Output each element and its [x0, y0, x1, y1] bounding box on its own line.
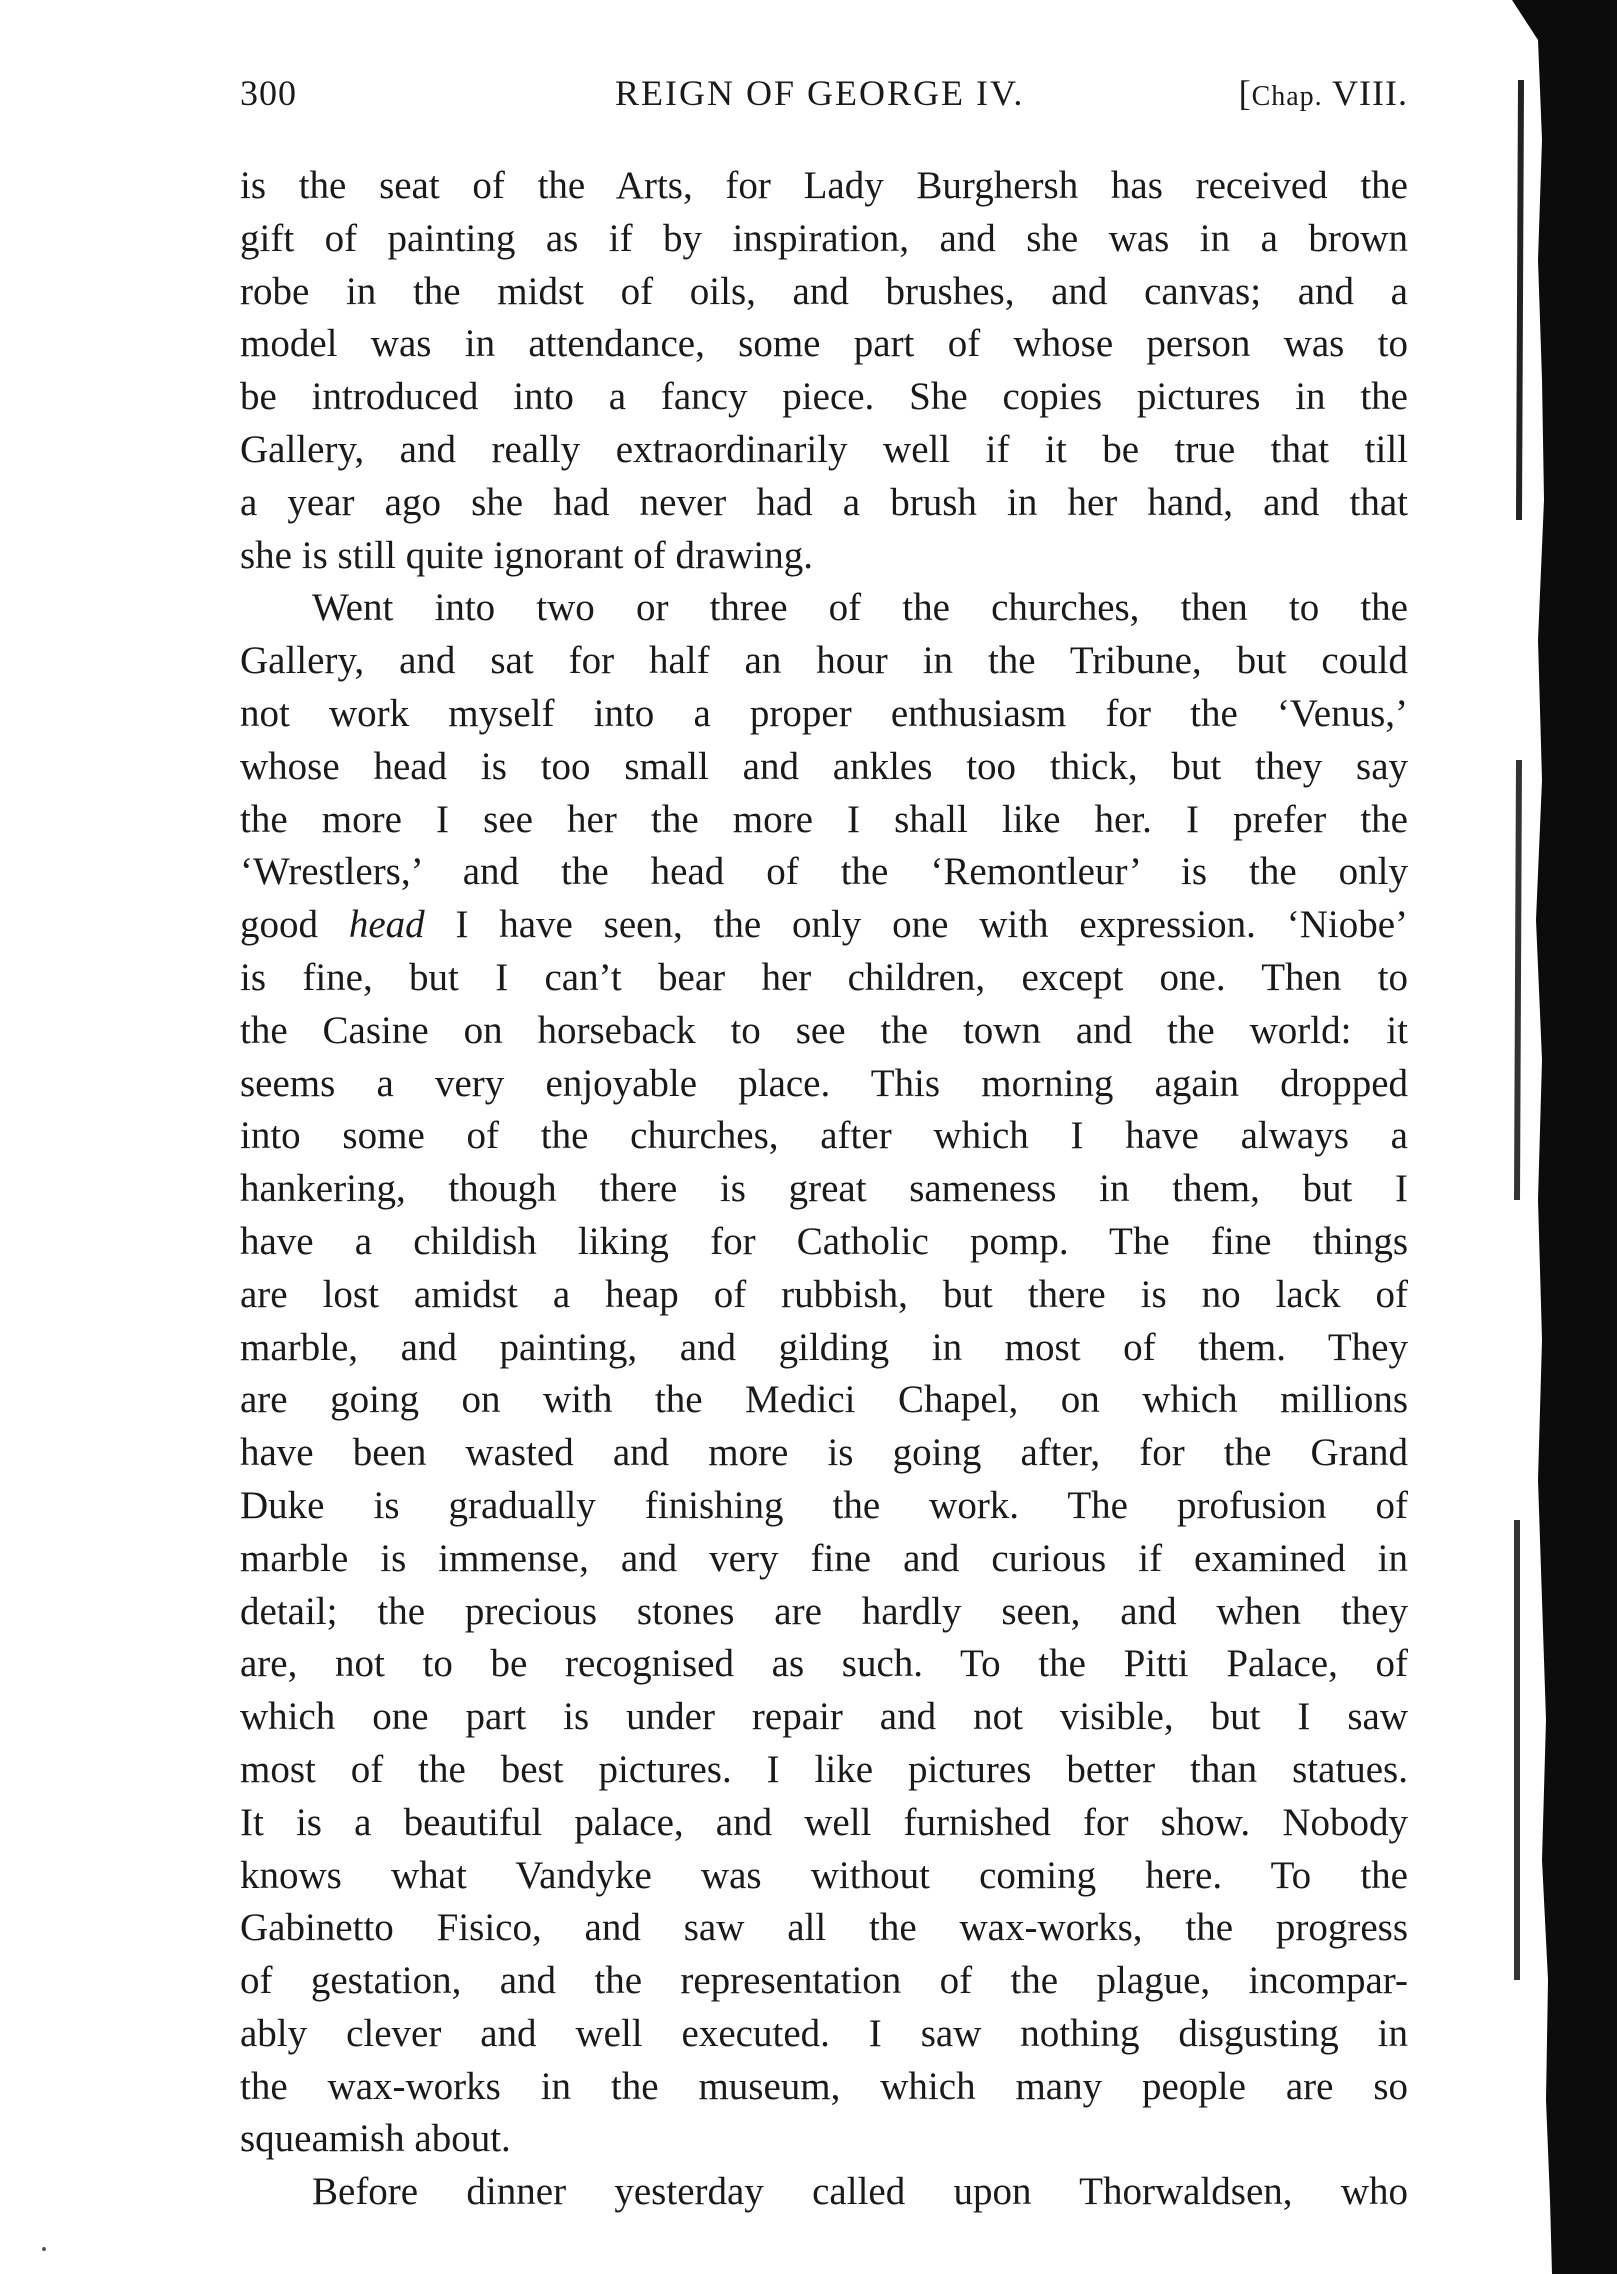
italic-word: head: [348, 903, 425, 947]
text-line: It is a beautiful palace, and well furnished for show. Nobody: [240, 1800, 1408, 1844]
text-line: a year ago she had never had a brush in her hand, and that: [240, 480, 1408, 524]
text-line: detail; the precious stones are hardly seen, and when they: [240, 1589, 1408, 1633]
text-line: the more I see her the more I shall like her. I prefer the: [240, 797, 1408, 841]
text-line: are going on with the Medici Chapel, on which millions: [240, 1378, 1408, 1422]
binding-shadow: [1512, 0, 1617, 2274]
text-line: ‘Wrestlers,’ and the head of the ‘Remontleur’ is the only: [240, 850, 1408, 894]
text-fragment: good: [240, 903, 318, 947]
running-header: [240, 72, 1408, 132]
text-line-mixed: [240, 899, 1408, 952]
chapter-number: VIII.: [1332, 73, 1408, 113]
text-fragment: I have seen, the only one with expression. ‘Niobe’: [455, 903, 1409, 947]
chapter-reference: [1239, 72, 1408, 114]
text-line: squeamish about.: [240, 2117, 511, 2161]
text-line: which one part is under repair and not visible, but I saw: [240, 1695, 1408, 1739]
text-line: knows what Vandyke was without coming here. To the: [240, 1853, 1408, 1897]
text-line: marble is immense, and very fine and curious if examined in: [240, 1536, 1408, 1580]
text-line: have a childish liking for Catholic pomp. The fine things: [240, 1219, 1408, 1263]
text-line: whose head is too small and ankles too thick, but they say: [240, 744, 1408, 788]
text-line: gift of painting as if by inspiration, and she was in a brown: [240, 216, 1408, 260]
text-line: are lost amidst a heap of rubbish, but there is no lack of: [240, 1272, 1408, 1316]
text-line: is fine, but I can’t bear her children, except one. Then to: [240, 955, 1408, 999]
page-number: 300: [240, 73, 297, 113]
text-line: have been wasted and more is going after, for the Grand: [240, 1431, 1408, 1475]
text-line: model was in attendance, some part of whose person was to: [240, 322, 1408, 366]
text-line: robe in the midst of oils, and brushes, and canvas; and a: [240, 269, 1408, 313]
text-line: are, not to be recognised as such. To the Pitti Palace, of: [240, 1642, 1408, 1686]
text-line: she is still quite ignorant of drawing.: [240, 533, 814, 577]
text-line: marble, and painting, and gilding in most of them. They: [240, 1325, 1408, 1369]
text-line: Went into two or three of the churches, then to the: [312, 586, 1408, 630]
text-line: is the seat of the Arts, for Lady Burghersh has received the: [240, 164, 1408, 207]
chapter-word: Chap.: [1251, 81, 1323, 112]
text-line: Gabinetto Fisico, and saw all the wax-works, the progress: [240, 1906, 1408, 1950]
text-line: the wax-works in the museum, which many people are so: [240, 2064, 1408, 2108]
text-line: Gallery, and sat for half an hour in the Tribune, but could: [240, 639, 1408, 683]
page-speck: [40, 2245, 48, 2253]
running-title: REIGN OF GEORGE IV.: [615, 73, 1025, 113]
text-line: the Casine on horseback to see the town and the world: it: [240, 1008, 1408, 1052]
body-text: [240, 160, 1408, 2219]
text-line: seems a very enjoyable place. This morning again dropped: [240, 1061, 1408, 1105]
text-line: Before dinner yesterday called upon Thorwaldsen, who: [312, 2170, 1408, 2214]
text-line: hankering, though there is great sameness in them, but I: [240, 1167, 1408, 1211]
text-line: ably clever and well executed. I saw nothing disgusting in: [240, 2011, 1408, 2055]
text-line: Gallery, and really extraordinarily well if it be true that till: [240, 427, 1408, 471]
text-line: not work myself into a proper enthusiasm for the ‘Venus,’: [240, 691, 1408, 735]
chapter-bracket: [: [1238, 73, 1252, 113]
text-line: into some of the churches, after which I have always a: [240, 1114, 1408, 1158]
text-line: be introduced into a fancy piece. She copies pictures in the: [240, 375, 1408, 419]
text-line: most of the best pictures. I like pictures better than statues.: [240, 1747, 1408, 1791]
text-line: Duke is gradually finishing the work. The profusion of: [240, 1483, 1408, 1527]
text-line: of gestation, and the representation of the plague, incompar-: [240, 1959, 1408, 2003]
